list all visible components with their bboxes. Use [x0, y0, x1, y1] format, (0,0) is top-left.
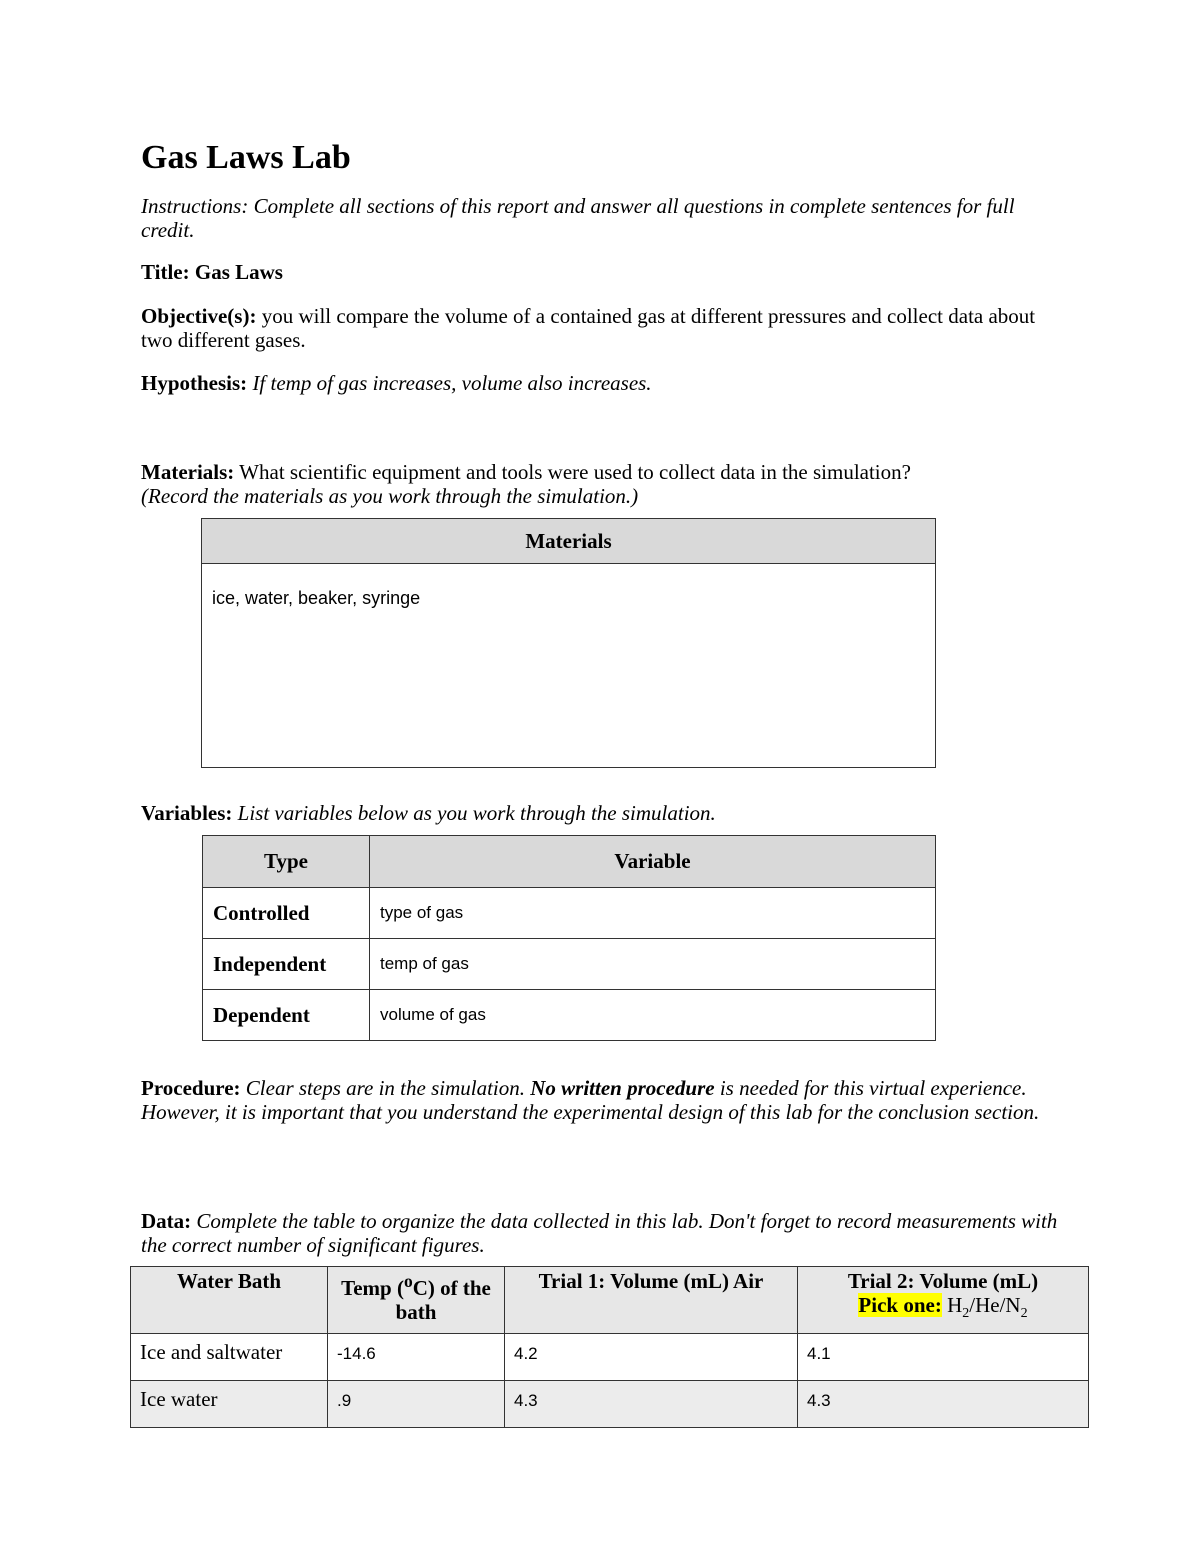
- procedure-text-2: is needed for this virtual experience. However, it is important that you understand the experimental design of this lab for the conclusion section.: [141, 1076, 1040, 1124]
- materials-table: [201, 518, 936, 768]
- variables-header-variable: Variable: [370, 836, 936, 888]
- gas-options: $H_2/He/N_2$: [947, 1293, 1028, 1322]
- objective-label: Objective(s):: [141, 304, 257, 328]
- table-row: [203, 888, 936, 939]
- materials-section: [141, 460, 1071, 508]
- table-row: [131, 1334, 1089, 1381]
- water-bath-cell: Ice water: [131, 1381, 328, 1428]
- trial2-cell[interactable]: 4.1: [798, 1334, 1089, 1381]
- data-section: [141, 1209, 1071, 1257]
- variable-type: Independent: [203, 939, 370, 990]
- temp-cell[interactable]: -14.6: [328, 1334, 505, 1381]
- procedure-text-1: Clear steps are in the simulation.: [245, 1076, 525, 1100]
- variables-table: [202, 835, 936, 1041]
- hypothesis-label: Hypothesis:: [141, 371, 248, 395]
- data-header-trial1: Trial 1: Volume (mL) Air: [505, 1267, 798, 1334]
- variables-label: Variables:: [141, 801, 233, 825]
- title-line: [141, 260, 1071, 284]
- objective-text: you will compare the volume of a contained gas at different pressures and collect data about two different gases.: [141, 304, 1036, 352]
- data-label: Data:: [141, 1209, 192, 1233]
- data-header-trial2: Trial 2: Volume (mL) Pick one: $H_2/He/N_2$: [798, 1267, 1089, 1334]
- data-header-temp: Temp ($^o$C) of the bath: [328, 1267, 505, 1334]
- instructions: Instructions: Complete all sections of this report and answer all questions in complete sentences for full credit.: [141, 194, 1015, 242]
- data-header-water-bath: Water Bath: [131, 1267, 328, 1334]
- materials-label: Materials:: [141, 460, 235, 484]
- page-title: Gas Laws Lab: [141, 139, 351, 176]
- title-label: Title:: [141, 260, 190, 284]
- hypothesis-text: If temp of gas increases, volume also increases.: [252, 371, 652, 395]
- data-note: Complete the table to organize the data collected in this lab. Don't forget to record measurements with the correct number of significant figures.: [141, 1209, 1058, 1257]
- procedure-label: Procedure:: [141, 1076, 241, 1100]
- trial1-cell[interactable]: 4.2: [505, 1334, 798, 1381]
- table-row: [203, 990, 936, 1041]
- hypothesis-line: [141, 371, 1071, 395]
- data-table: [130, 1266, 1089, 1428]
- variable-type: Controlled: [203, 888, 370, 939]
- variables-note: List variables below as you work through the simulation.: [237, 801, 716, 825]
- water-bath-cell: Ice and saltwater: [131, 1334, 328, 1381]
- trial1-cell[interactable]: 4.3: [505, 1381, 798, 1428]
- variables-header-type: Type: [203, 836, 370, 888]
- materials-note: (Record the materials as you work through the simulation.): [141, 484, 639, 508]
- variable-value[interactable]: type of gas: [370, 888, 936, 939]
- trial2-cell[interactable]: 4.3: [798, 1381, 1089, 1428]
- title-value: Gas Laws: [194, 260, 283, 284]
- objective-line: [141, 304, 1071, 352]
- variable-value[interactable]: temp of gas: [370, 939, 936, 990]
- materials-header: Materials: [202, 519, 936, 564]
- materials-answer: ice, water, beaker, syringe: [212, 588, 421, 608]
- materials-cell[interactable]: [202, 564, 936, 768]
- procedure-bold-text: No written procedure: [530, 1076, 715, 1100]
- temp-cell[interactable]: .9: [328, 1381, 505, 1428]
- table-row: [131, 1381, 1089, 1428]
- variables-section: [141, 801, 1071, 825]
- variable-type: Dependent: [203, 990, 370, 1041]
- variable-value[interactable]: volume of gas: [370, 990, 936, 1041]
- procedure-section: [141, 1076, 1071, 1124]
- table-row: [203, 939, 936, 990]
- materials-question: What scientific equipment and tools were used to collect data in the simulation?: [239, 460, 911, 484]
- pick-one-highlight: Pick one:: [858, 1293, 942, 1317]
